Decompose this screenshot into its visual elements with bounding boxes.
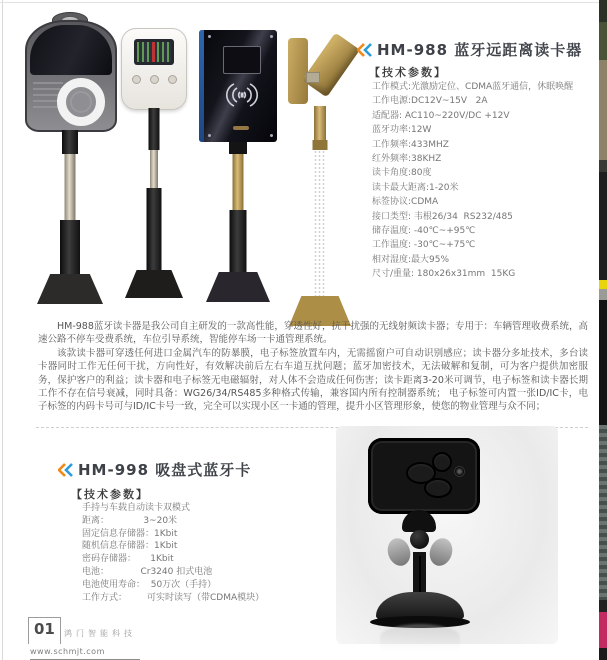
product-photo-white-head-reader [118,28,190,304]
website-url: www.schmjt.com [30,647,105,656]
pole-segment [60,220,80,276]
spec-line: 标签协议:CDMA [372,197,439,208]
page-number: 01 [28,617,61,644]
screw-dot [208,35,211,38]
pole-segment [65,154,76,220]
spec-line: 读卡最大距离:1-20米 [372,182,459,193]
reader-display [134,39,174,65]
spec-line: 工作方式： 可实时读写（带CDMA模块） [82,592,265,603]
screw-dot [270,134,273,137]
tag-button [432,452,452,472]
product-photo-gold-angled-reader [276,32,364,304]
screw-dot [270,35,273,38]
mount-wing [426,535,456,568]
bluetooth-tag [368,438,480,514]
spec-line: 距离： 3~20米 [82,515,178,526]
pole-segment [149,108,160,150]
spec-line: 工作电源:DC12V~15V 2A [372,96,488,107]
hm988-product-title: HM-988 蓝牙远距离读卡器 [377,41,583,59]
spec-line: 储存温度: -40℃~+95℃ [372,226,476,237]
hm998-spec-list [82,502,342,604]
spec-line: 电池： Cr3240 扣式电池 [82,566,213,577]
double-chevron-icon [58,463,74,477]
reader-panel [199,30,277,142]
hm988-spec-heading: 【技术参数】 [369,66,447,79]
pole-segment [150,150,158,188]
spec-line: 工作模式:光激励定位、CDMA蓝牙通信，休眠唤醒 [372,82,574,92]
pole-base [125,270,183,298]
pole-base [206,272,270,302]
product-photo-suction-bluetooth-card [336,426,558,644]
mount-bracket [306,72,320,83]
product-photo-gray-pole-reader [18,12,122,304]
spec-line: 工作温度: -30℃~+75℃ [372,240,476,251]
spec-line: 读卡角度:80度 [372,168,432,179]
spec-line: 红外频率:38KHZ [372,154,442,165]
product-photo-black-panel-reader [196,30,280,302]
rfid-waves-icon [216,80,268,110]
pole-segment [314,150,327,296]
pole-segment [314,106,326,140]
hm988-header [357,39,582,60]
spec-line: 尺寸/重量: 180x26x31mm 15KG [372,269,516,280]
reader-display [223,46,261,74]
pole-segment [230,210,247,272]
product-description [38,320,588,414]
pole-joint [313,140,328,150]
pole-collar [229,142,247,154]
pole-segment [62,130,78,154]
photo-edge-strip [599,0,607,660]
spec-line: 密码存储器： 1Kbit [82,554,174,565]
mount-stem [413,552,426,596]
product-photos-row [10,6,355,306]
spec-line: 接口类型: 韦根26/34 RS232/485 [372,211,513,222]
hm998-header [58,459,251,480]
description-paragraph: HM-988蓝牙读卡器是我公司自主研发的一款高性能，穿透性好，抗干扰强的无线射频读卡器；专用于：车辆管理收费系统，高速公路不停车受费系统，车位引导系统，智能停车场一卡通管理系统。 [38,321,588,346]
website-underline [30,639,140,660]
pole-segment [233,154,244,210]
spec-line: 工作频率:433MHZ [372,139,449,150]
company-name: 鸿门智能科技 [64,629,136,638]
spec-line: 相对湿度:最大95% [372,254,450,265]
spec-line: 蓝牙功率:12W [372,125,432,136]
reader-head [25,20,117,132]
reader-angled-head [302,33,360,98]
pole-segment [147,188,162,270]
spec-line: 电池使用寿命： 50万次（手持） [82,579,217,590]
hm988-spec-list [372,80,598,282]
rfid-ring [57,78,105,126]
reader-vertical-head [288,38,308,104]
reader-head [121,28,187,110]
brand-logo-mark [233,126,249,130]
description-paragraph: 该款读卡器可穿透任何进口金属汽车的防暴膜，电子标签放置车内，无需摇窗户可自动识别感应；读卡器分多址技术，多台读卡器同时工作无任何干扰，方向性好，有效解决前后左右车道互扰问题；蓝牙加密技术，无法破解和复制，可为客户提供加密服务，保护客户的利益；读卡器和电子标签无电磁辐射，对人体不会造成任何伤害；读卡距离3-20米可调节，电子标签和读卡器长期工作不存在信号衰减，同时具备：WG26/34/RS485多种格式传输，兼容国内所有控制器系统； 电子标签可内置一张ID/IC卡，电子标签的内码卡号可与ID/IC卡号一致，完全可以实现小区一卡通的管理，提升小区管理形象，使您的物业管理与众不同； [38,347,588,413]
ball-joint [410,530,429,549]
spec-line: 随机信息存储器：1Kbit [82,541,178,552]
spec-line: 固定信息存储器：1Kbit [82,528,178,539]
pole-base [37,274,103,304]
reader-screen [30,25,112,75]
hm998-product-title: HM-998 吸盘式蓝牙卡 [78,461,252,479]
spec-line: 手持与车载自动读卡双模式 [82,503,191,513]
double-chevron-icon [357,43,373,57]
reflection [380,624,460,650]
spec-line: 适配器: AC110~220V/DC +12V [372,110,510,121]
reader-buttons [122,75,186,84]
tag-led-lens [454,466,465,477]
screw-dot [208,134,211,137]
page-footer [28,617,136,656]
tag-button [424,478,452,498]
hm998-spec-heading: 【技术参数】 [71,488,149,501]
panel-blue-edge [199,30,204,142]
